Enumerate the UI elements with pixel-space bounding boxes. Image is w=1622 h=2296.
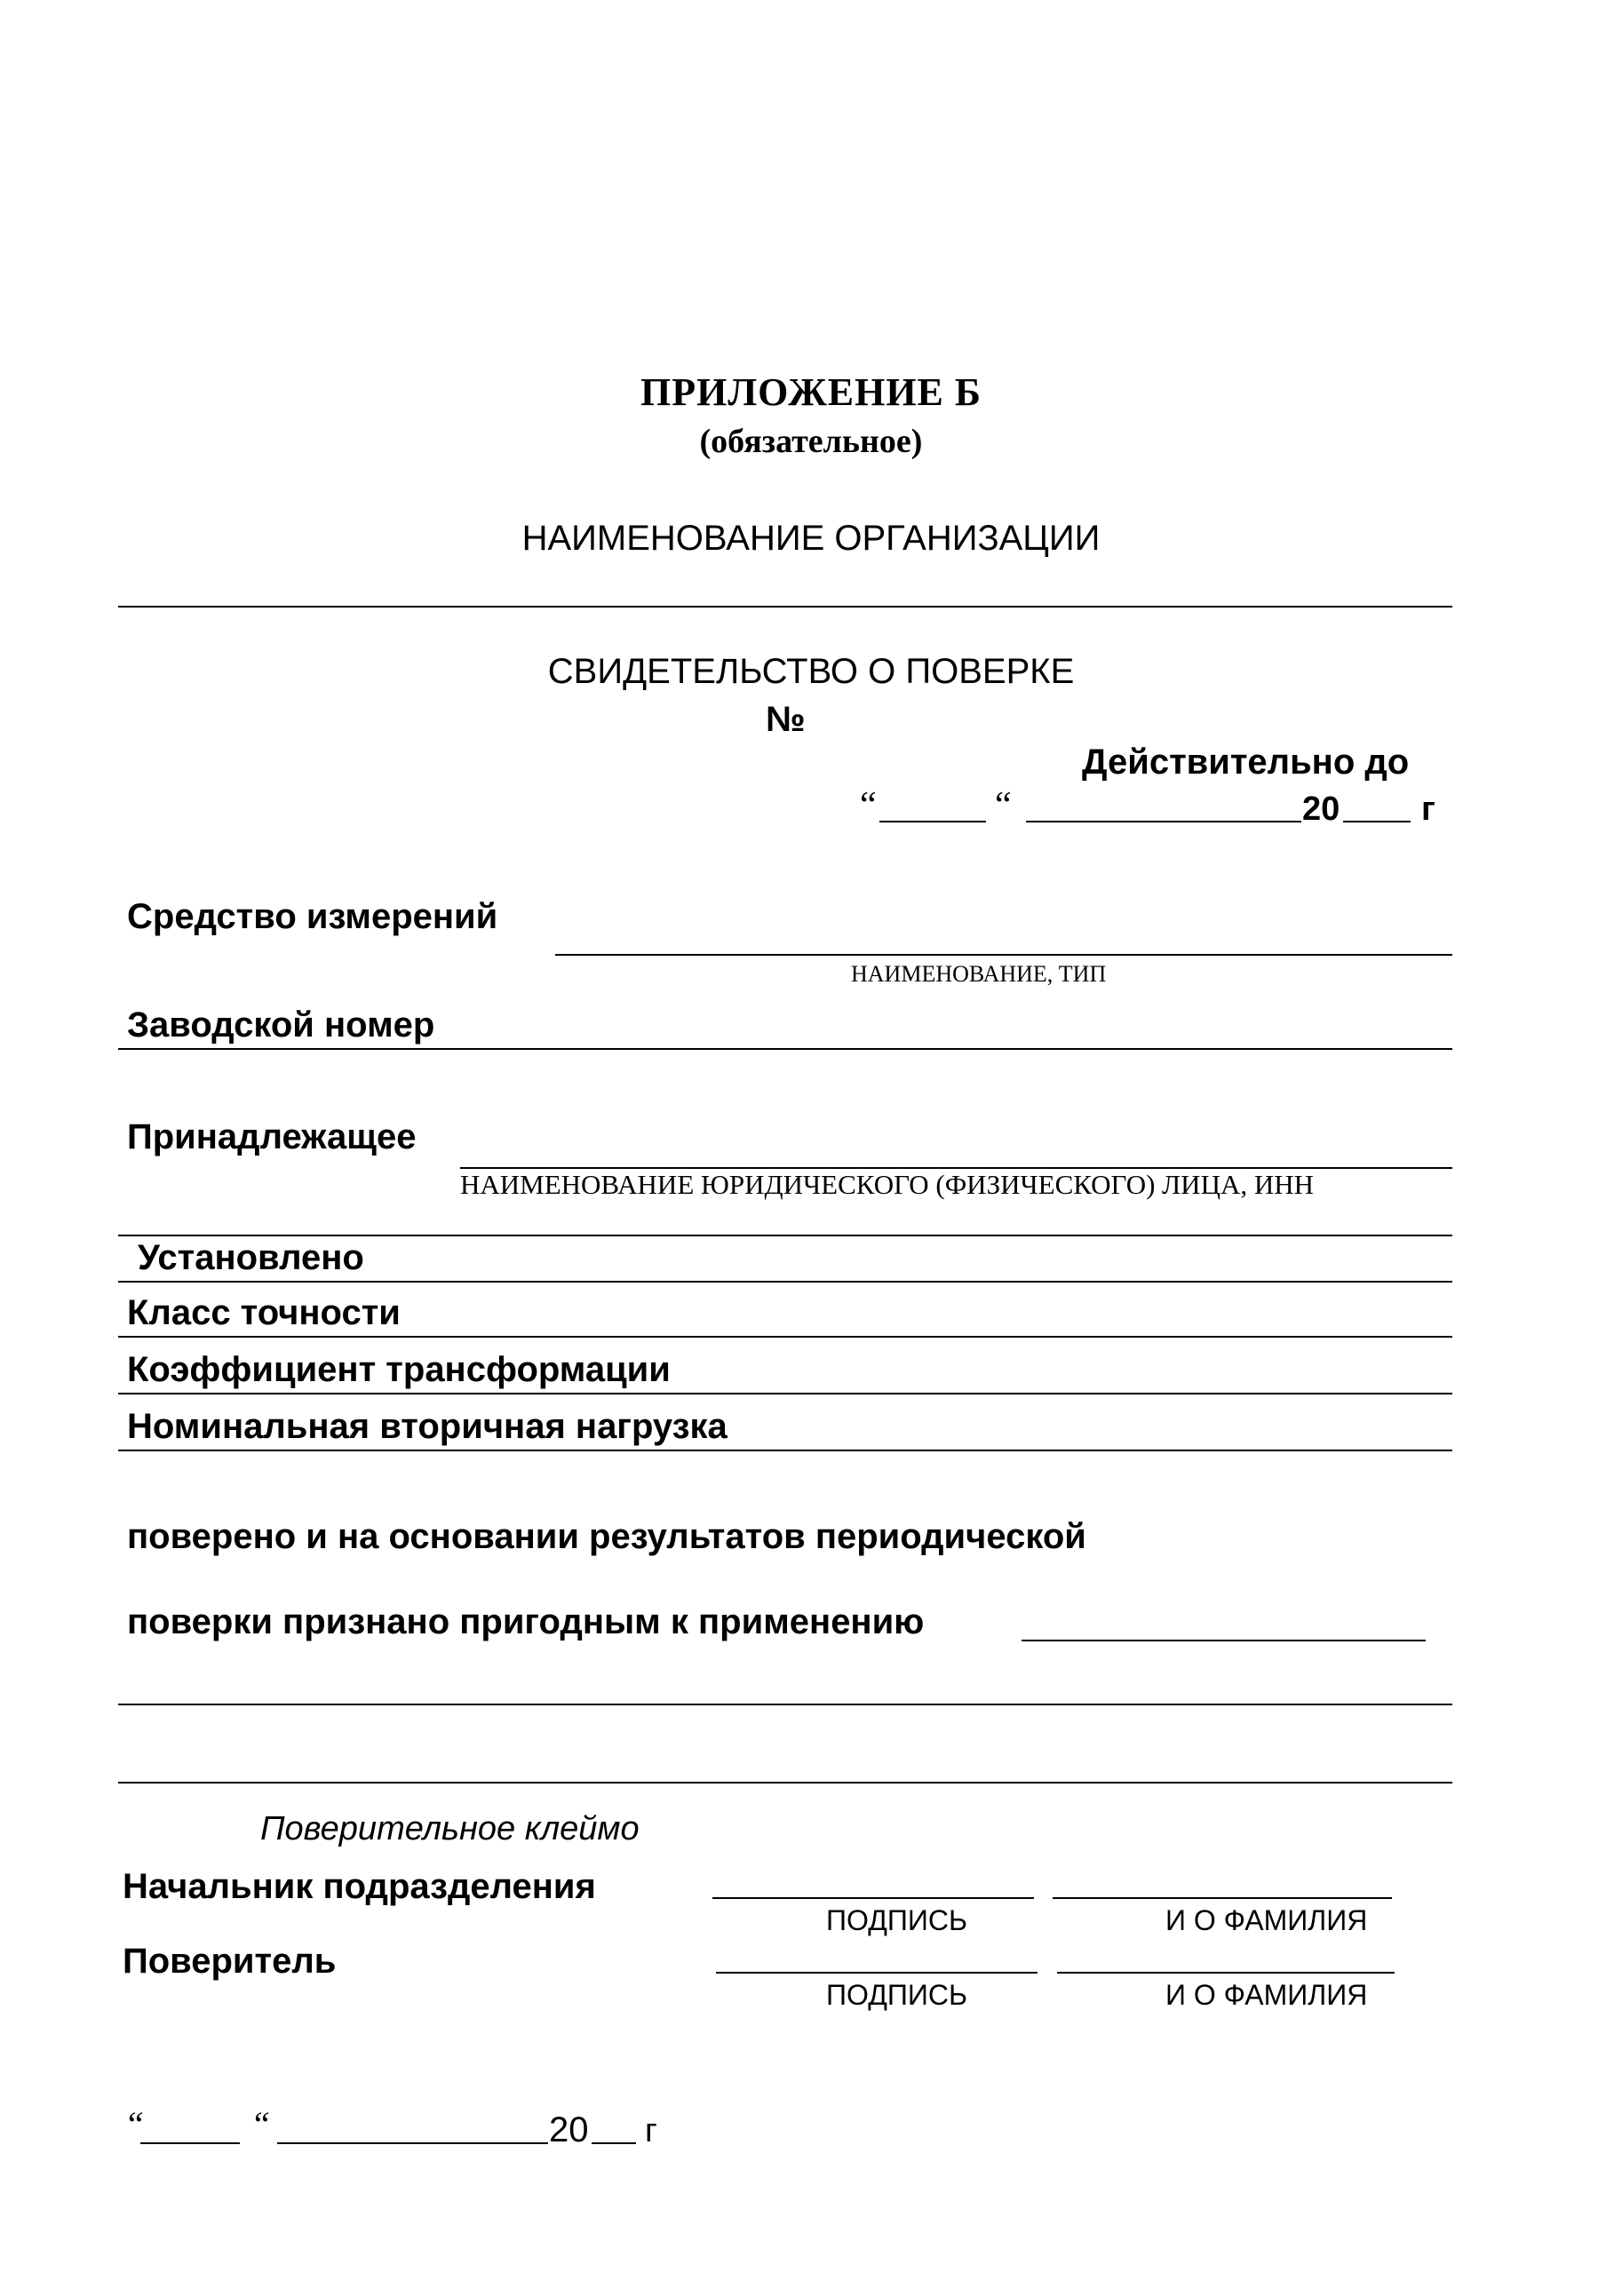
- head-name-line[interactable]: [1053, 1897, 1392, 1899]
- footer-date-year-field[interactable]: [592, 2112, 636, 2144]
- valid-date-year-prefix: 20: [1302, 790, 1340, 828]
- footer-date-day-field[interactable]: [140, 2112, 240, 2144]
- valid-date-quote-open: “: [860, 785, 877, 826]
- instrument-caption: НАИМЕНОВАНИЕ, ТИП: [851, 961, 1107, 987]
- appendix-status: (обязательное): [699, 423, 923, 460]
- ratio-label: Коэффициент трансформации: [127, 1350, 671, 1389]
- conclusion-extra-line-1[interactable]: [118, 1704, 1452, 1705]
- verifier-name-caption: И О ФАМИЛИЯ: [1165, 1979, 1368, 2011]
- head-signature-caption: ПОДПИСЬ: [826, 1904, 967, 1936]
- footer-date-year-suffix: г: [645, 2112, 657, 2149]
- accuracy-label: Класс точности: [127, 1293, 401, 1332]
- organization-name: НАИМЕНОВАНИЕ ОРГАНИЗАЦИИ: [521, 519, 1101, 558]
- valid-date-year-field[interactable]: [1343, 790, 1411, 822]
- head-signature-line[interactable]: [712, 1897, 1034, 1899]
- valid-date-year-suffix: г: [1421, 790, 1435, 828]
- conclusion-field[interactable]: [1022, 1609, 1426, 1641]
- burden-line[interactable]: [118, 1450, 1452, 1451]
- certificate-number-label: №: [766, 700, 806, 739]
- installed-line[interactable]: [118, 1281, 1452, 1283]
- conclusion-extra-line-2[interactable]: [118, 1782, 1452, 1784]
- verifier-label: Поверитель: [123, 1942, 337, 1981]
- accuracy-line[interactable]: [118, 1336, 1452, 1338]
- verifier-signature-caption: ПОДПИСЬ: [826, 1979, 967, 2011]
- footer-date-quote-open: “: [124, 2104, 145, 2144]
- verifier-name-line[interactable]: [1057, 1972, 1395, 1974]
- owner-extra-line[interactable]: [118, 1235, 1452, 1236]
- installed-label: Установлено: [138, 1238, 364, 1277]
- serial-line[interactable]: [118, 1048, 1452, 1050]
- valid-until-label: Действительно до: [1082, 743, 1410, 782]
- footer-date-quote-close: “: [250, 2104, 271, 2144]
- owner-field[interactable]: [460, 1137, 1452, 1169]
- instrument-field[interactable]: [555, 924, 1452, 956]
- head-name-caption: И О ФАМИЛИЯ: [1165, 1904, 1368, 1936]
- owner-caption: НАИМЕНОВАНИЕ ЮРИДИЧЕСКОГО (ФИЗИЧЕСКОГО) ЛИЦА, ИНН: [460, 1169, 1314, 1200]
- conclusion-line-1: поверено и на основании результатов периодической: [127, 1517, 1086, 1556]
- appendix-title: ПРИЛОЖЕНИЕ Б: [640, 370, 982, 414]
- serial-label: Заводской номер: [127, 1005, 435, 1045]
- head-label: Начальник подразделения: [123, 1867, 596, 1906]
- conclusion-line-2: поверки признано пригодным к применению: [127, 1602, 925, 1641]
- footer-date-month-field[interactable]: [277, 2112, 548, 2144]
- valid-date-quote-close: “: [995, 785, 1012, 826]
- owner-label: Принадлежащее: [127, 1117, 417, 1156]
- ratio-line[interactable]: [118, 1393, 1452, 1394]
- footer-date-year-prefix: 20: [549, 2110, 589, 2149]
- organization-line: [118, 606, 1452, 608]
- valid-date-day-field[interactable]: [879, 790, 986, 822]
- valid-date-month-field[interactable]: [1026, 790, 1301, 822]
- certificate-title: СВИДЕТЕЛЬСТВО О ПОВЕРКЕ: [547, 652, 1075, 691]
- burden-label: Номинальная вторичная нагрузка: [127, 1407, 728, 1446]
- instrument-label: Средство измерений: [127, 897, 498, 936]
- verifier-signature-line[interactable]: [716, 1972, 1038, 1974]
- stamp-label: Поверительное клеймо: [260, 1810, 640, 1847]
